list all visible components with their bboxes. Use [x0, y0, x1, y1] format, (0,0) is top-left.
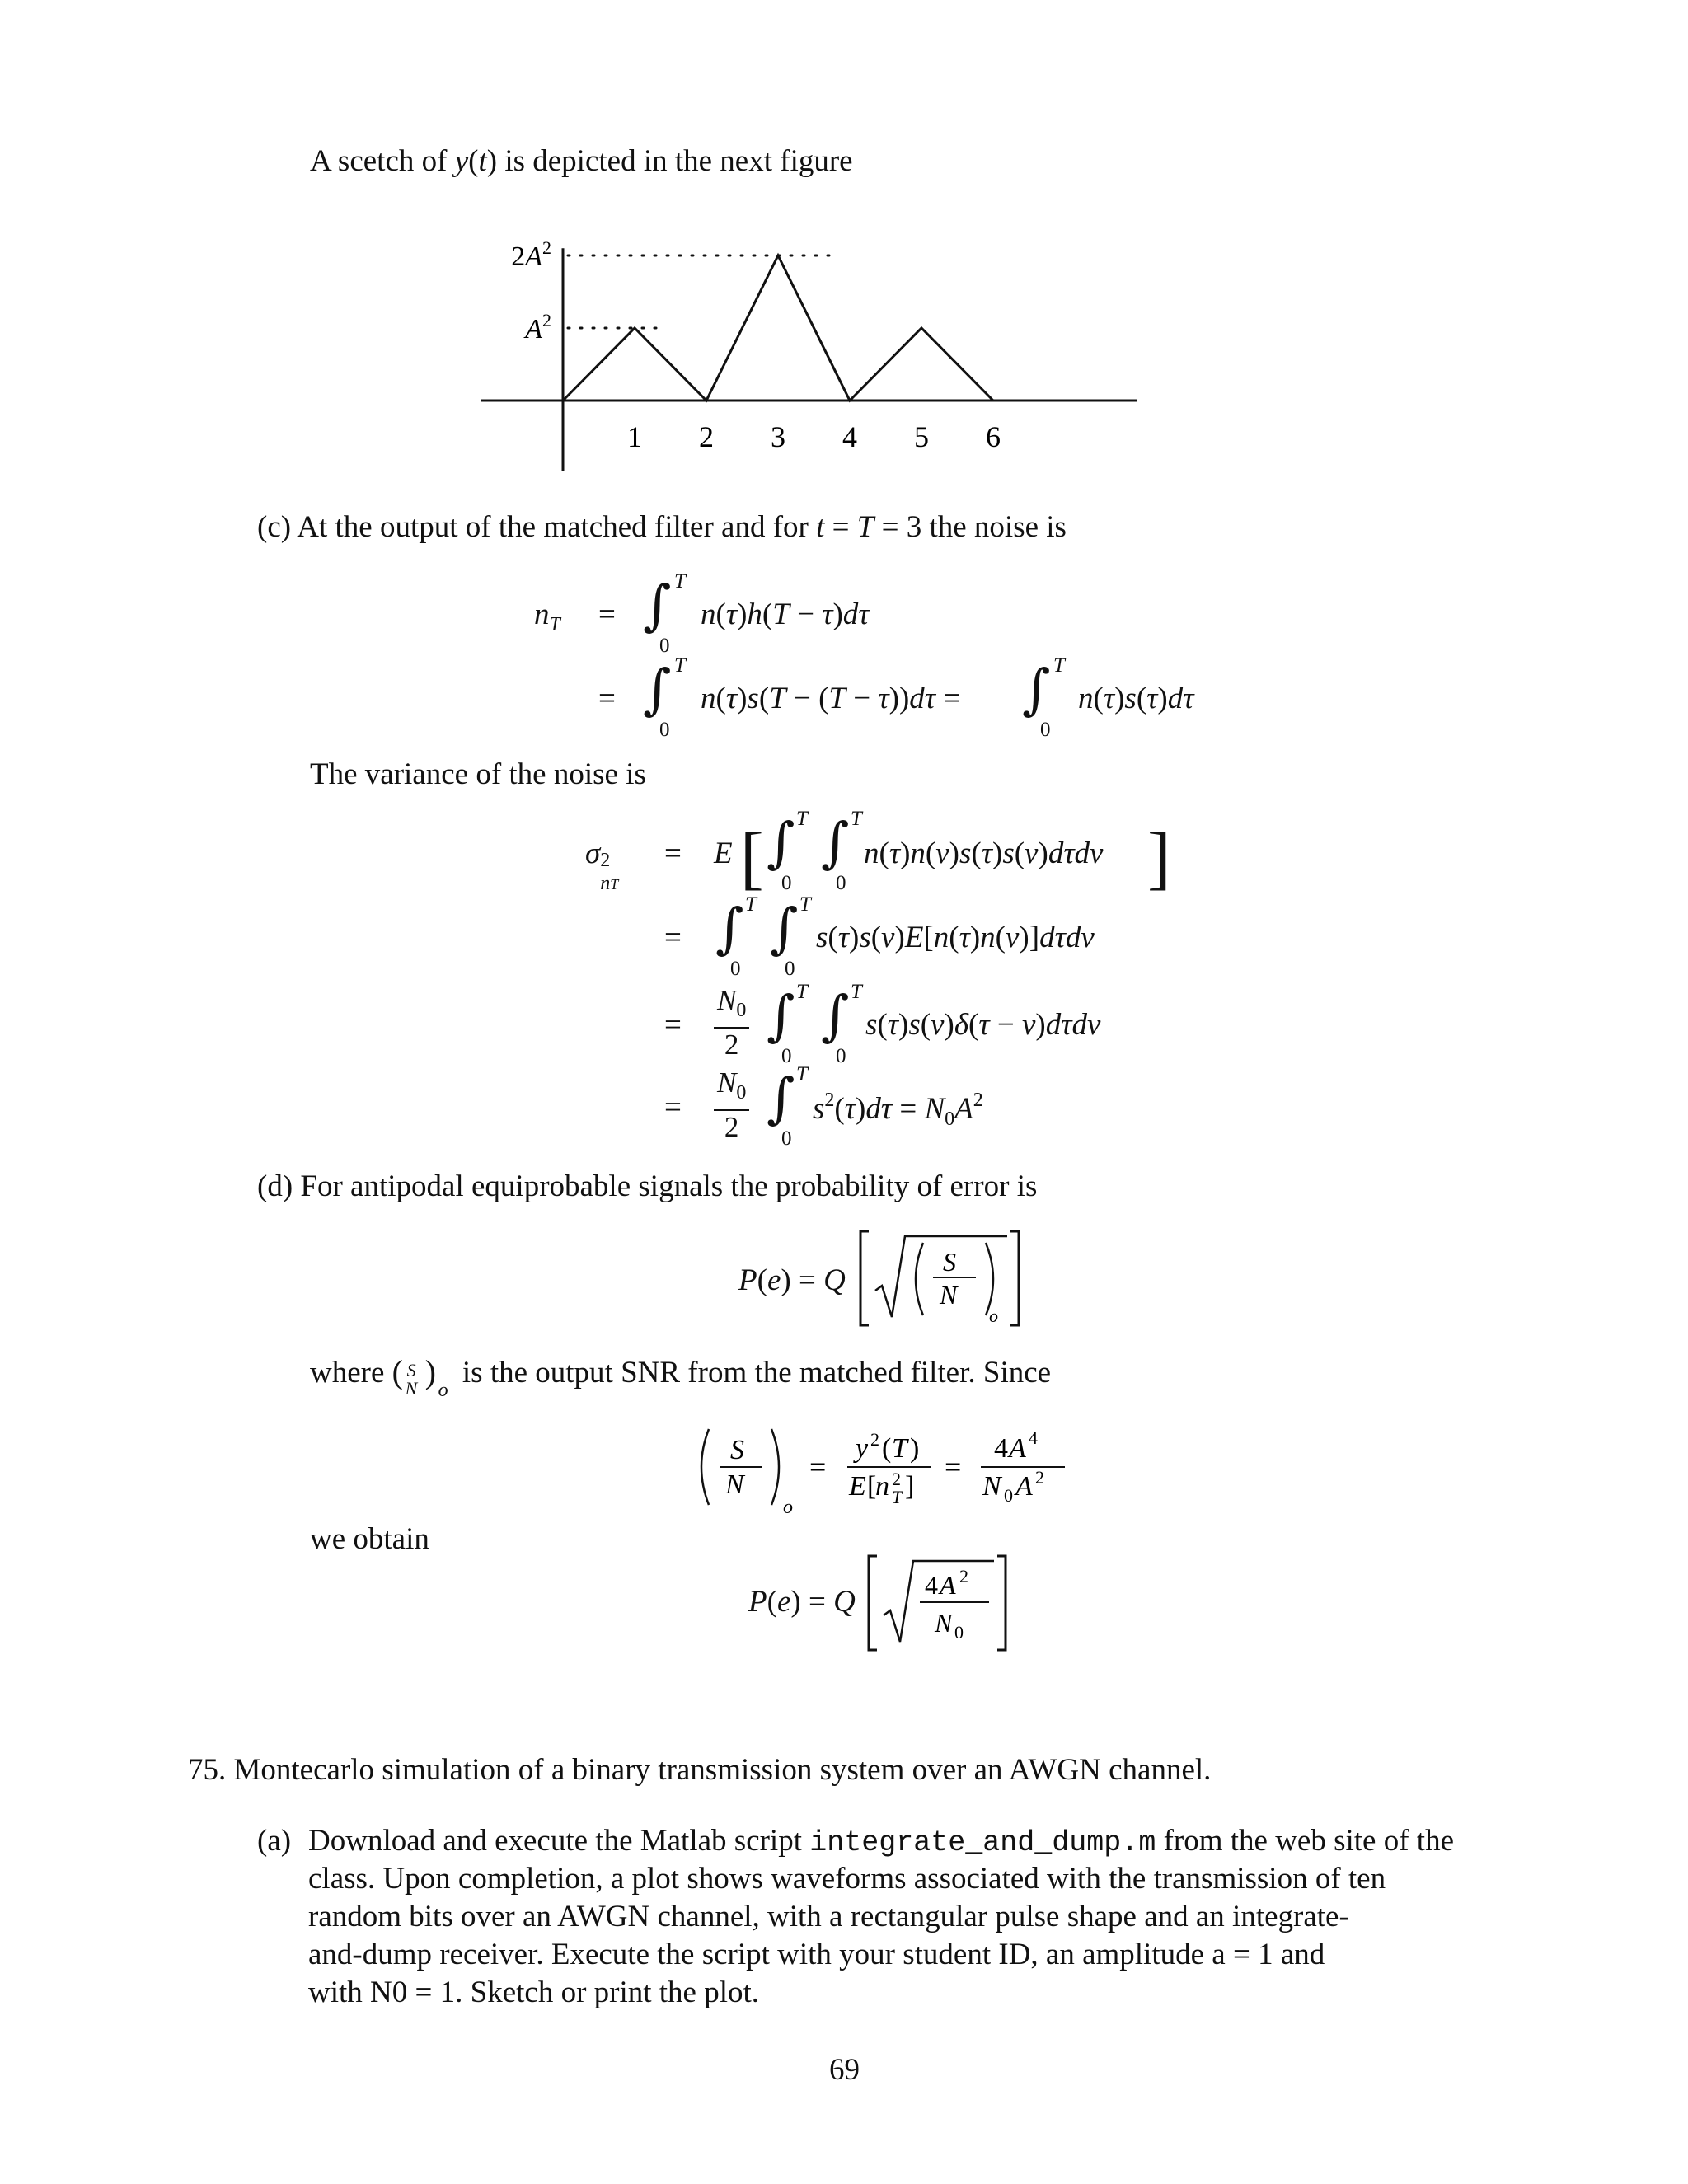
y-tick-label-A2: $A^2$ — [525, 310, 551, 344]
svg-text:E: E — [849, 1471, 866, 1502]
svg-text:4: 4 — [994, 1433, 1008, 1464]
part-c-text: (c) At the output of the matched filter and for t = T = 3 the noise is — [257, 510, 1067, 544]
svg-text:A: A — [940, 1570, 956, 1600]
variance-text: The variance of the noise is — [310, 757, 646, 791]
where-line: where ( S N ) o is the output SNR from the matched filter. Since — [310, 1352, 1052, 1401]
pe-eq-2-brackets — [865, 1549, 1030, 1657]
svg-text:N: N — [982, 1471, 1001, 1502]
pe-eq-1: P(e) = Q — [738, 1263, 846, 1297]
integral-sign: ∫ — [643, 574, 672, 637]
x-tick-label-3: 3 — [771, 420, 785, 453]
svg-text:0: 0 — [954, 1622, 964, 1643]
svg-text:A: A — [1009, 1433, 1026, 1464]
svg-text:): ) — [910, 1433, 920, 1464]
page-number: 69 — [829, 2053, 860, 2087]
eq-equals: = — [598, 682, 616, 715]
svg-text:o: o — [783, 1497, 793, 1516]
svg-text:o: o — [989, 1305, 998, 1326]
svg-text:2: 2 — [892, 1469, 901, 1489]
eq-sigma: σ 2 nT — [585, 837, 619, 894]
svg-text:]: ] — [905, 1471, 915, 1502]
svg-text:T: T — [892, 1487, 903, 1507]
eq-nT-lhs: $n_T$ — [534, 598, 560, 635]
svg-text:4: 4 — [1029, 1427, 1038, 1448]
svg-text:=: = — [945, 1451, 962, 1483]
eq-line-2: n(τ)s(T − (T − τ))dτ = — [701, 682, 961, 715]
svg-text:4: 4 — [925, 1570, 938, 1600]
svg-text:(: ( — [882, 1433, 892, 1464]
intro-text: A scetch of y(t) is depicted in the next figure — [310, 144, 853, 178]
svg-text:T: T — [892, 1433, 907, 1464]
svg-text:S: S — [943, 1247, 956, 1277]
svg-text:=: = — [809, 1451, 827, 1483]
svg-text:2: 2 — [870, 1429, 879, 1450]
x-tick-label-4: 4 — [842, 420, 857, 453]
x-tick-label-2: 2 — [699, 420, 714, 453]
svg-text:A: A — [1015, 1471, 1033, 1502]
eq-line-1: n(τ)h(T − τ)dτ — [701, 598, 870, 631]
problem-title: 75. Montecarlo simulation of a binary transmission system over an AWGN channel. — [188, 1753, 1212, 1787]
eq-equals: = — [598, 598, 616, 631]
svg-text:2: 2 — [1035, 1467, 1044, 1488]
svg-text:N: N — [725, 1469, 744, 1500]
series-line-yt — [563, 255, 993, 401]
part-a-line-2: class. Upon completion, a plot shows waveforms associated with the transmission of ten — [308, 1862, 1386, 1896]
svg-text:[: [ — [867, 1471, 877, 1502]
x-tick-label-6: 6 — [986, 420, 1001, 453]
svg-text:S: S — [730, 1435, 744, 1465]
part-a-line-3: random bits over an AWGN channel, with a rectangular pulse shape and an integrate- — [308, 1900, 1349, 1933]
svg-text:N: N — [940, 1280, 958, 1310]
x-tick-label-5: 5 — [914, 420, 929, 453]
pe-eq-1-brackets — [857, 1225, 1022, 1332]
part-a-line-4: and-dump receiver. Execute the script with your student ID, an amplitude a = 1 and — [308, 1938, 1325, 1971]
part-a-line-5: with N0 = 1. Sketch or print the plot. — [308, 1975, 760, 2009]
y-tick-label-2A2: $2A^2$ — [511, 237, 551, 272]
snr-equation — [692, 1418, 1121, 1516]
pe-eq-2: P(e) = Q — [748, 1585, 856, 1619]
svg-text:N: N — [935, 1608, 953, 1638]
part-a-label: (a) — [257, 1824, 292, 1858]
part-a-line-1: Download and execute the Matlab script integrate_and_dump.m from the web site of the — [308, 1824, 1454, 1859]
svg-text:y: y — [856, 1433, 869, 1464]
limit-upper: T — [674, 570, 686, 593]
svg-text:n: n — [875, 1471, 889, 1502]
we-obtain: we obtain — [310, 1522, 429, 1556]
part-d-text: (d) For antipodal equiprobable signals the probability of error is — [257, 1169, 1038, 1203]
svg-text:0: 0 — [1004, 1485, 1013, 1506]
svg-text:2: 2 — [959, 1566, 968, 1586]
x-tick-label-1: 1 — [627, 420, 642, 453]
